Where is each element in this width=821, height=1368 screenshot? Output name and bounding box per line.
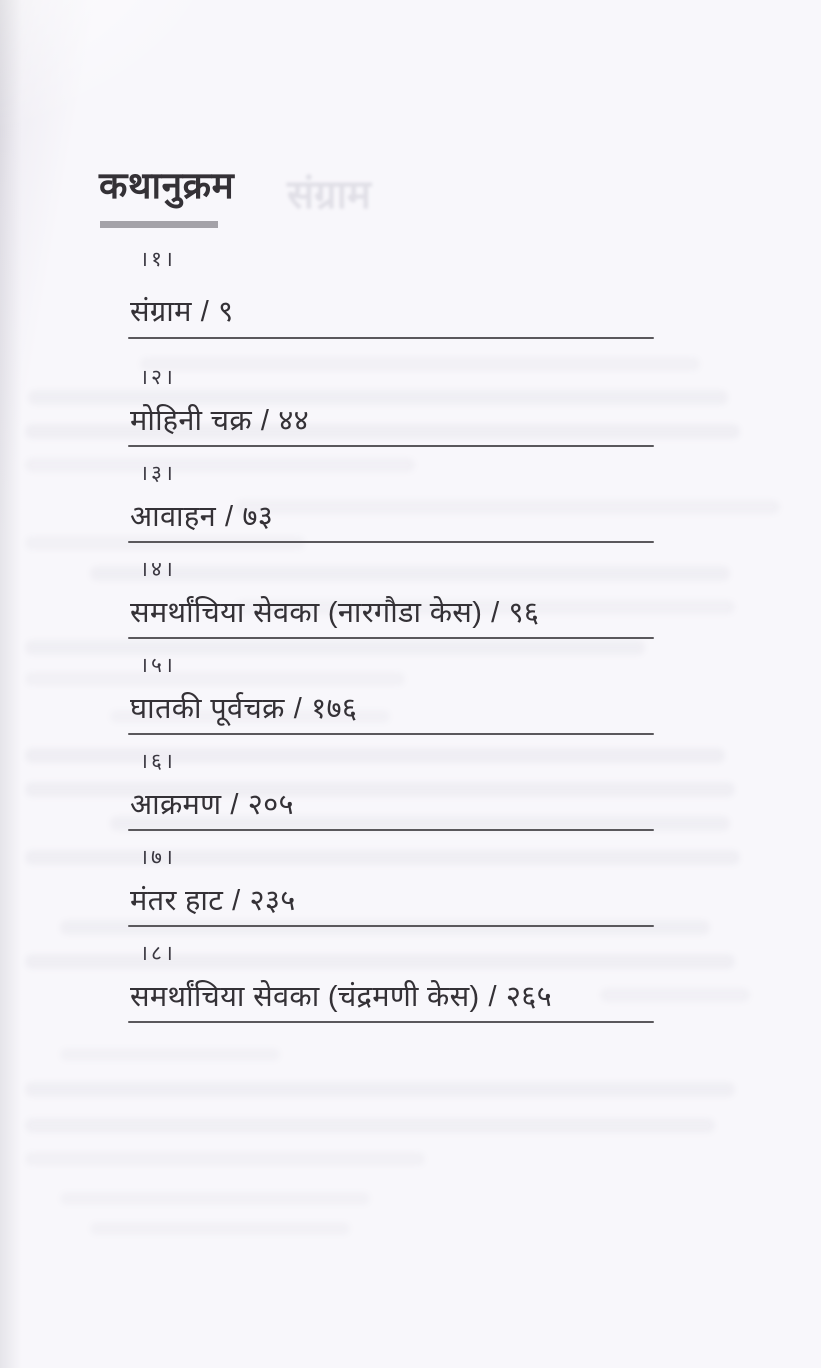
showthrough-text-line — [60, 1192, 370, 1205]
entry-underline — [128, 733, 654, 735]
chapter-title-row — [130, 884, 654, 918]
toc-entry — [130, 461, 654, 557]
toc-entry — [130, 941, 654, 1037]
chapter-page-number: २०५ — [247, 789, 294, 821]
chapter-title: मोहिनी चक्र — [130, 405, 252, 437]
chapter-number-marker: ।१। — [140, 248, 176, 271]
showthrough-text-line — [60, 1048, 280, 1061]
page-title: कथानुक्रम — [99, 165, 235, 206]
toc-entry — [130, 247, 654, 365]
separator-slash: / — [232, 885, 241, 917]
chapter-title-row — [130, 788, 654, 822]
chapter-title: आक्रमण — [130, 789, 222, 821]
chapter-title: समर्थांचिया सेवका (चंद्रमणी केस) — [130, 981, 480, 1013]
entry-underline — [128, 337, 654, 339]
entry-underline — [128, 1021, 654, 1023]
showthrough-text-line — [90, 1222, 350, 1235]
chapter-number-marker: ।७। — [140, 846, 176, 869]
chapter-page-number: १७६ — [311, 693, 358, 725]
toc-entry — [130, 557, 654, 653]
chapter-number-marker: ।२। — [140, 366, 176, 389]
chapter-title-row — [130, 500, 654, 534]
chapter-title-row — [130, 596, 654, 630]
toc-entry — [130, 845, 654, 941]
chapter-number-marker: ।५। — [140, 654, 176, 677]
chapter-number-marker: ।४। — [140, 558, 176, 581]
chapter-page-number: २३५ — [249, 885, 296, 917]
chapter-title-row — [130, 980, 654, 1014]
showthrough-text-line — [25, 1082, 735, 1097]
chapter-title-row — [130, 295, 654, 329]
toc-entry — [130, 653, 654, 749]
toc-entry — [130, 365, 654, 461]
title-underline-bar — [100, 221, 218, 228]
separator-slash: / — [488, 981, 497, 1013]
chapter-title-row — [130, 692, 654, 726]
chapter-title-row — [130, 404, 654, 438]
separator-slash: / — [200, 296, 210, 328]
chapter-title: संग्राम — [130, 296, 192, 328]
separator-slash: / — [293, 693, 303, 725]
showthrough-text-line — [25, 1118, 715, 1133]
separator-slash: / — [491, 597, 500, 629]
chapter-title: आवाहन — [130, 501, 216, 533]
entry-underline — [128, 445, 654, 447]
toc-entry — [130, 749, 654, 845]
chapter-page-number: ९६ — [508, 597, 540, 629]
entry-underline — [128, 829, 654, 831]
separator-slash: / — [230, 789, 239, 821]
showthrough-text-line — [25, 1152, 425, 1166]
chapter-title: समर्थांचिया सेवका (नारगौडा केस) — [130, 597, 483, 629]
entry-underline — [128, 925, 654, 927]
separator-slash: / — [260, 405, 270, 437]
entry-underline — [128, 637, 654, 639]
chapter-number-marker: ।६। — [140, 750, 176, 773]
chapter-page-number: ९ — [218, 296, 234, 328]
chapter-title: घातकी पूर्वचक्र — [130, 693, 285, 725]
chapter-number-marker: ।३। — [140, 462, 176, 485]
chapter-page-number: ७३ — [242, 501, 274, 533]
chapter-number-marker: ।८। — [140, 942, 176, 965]
showthrough-chapter-heading: संग्राम — [287, 173, 371, 217]
separator-slash: / — [224, 501, 234, 533]
table-of-contents — [130, 247, 654, 1037]
entry-underline — [128, 541, 654, 543]
chapter-page-number: २६५ — [505, 981, 552, 1013]
chapter-title: मंतर हाट — [130, 885, 224, 917]
chapter-page-number: ४४ — [278, 405, 310, 437]
